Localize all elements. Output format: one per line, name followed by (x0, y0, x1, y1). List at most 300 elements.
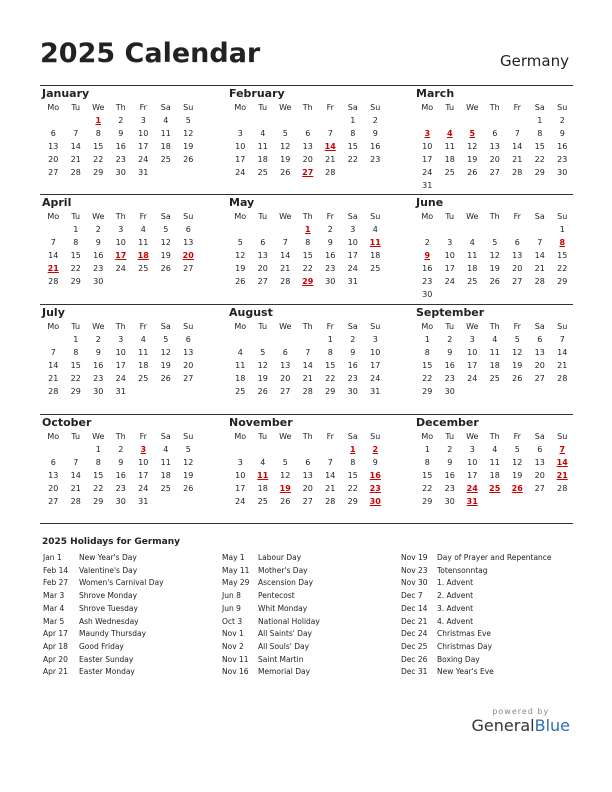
month-july (42, 306, 200, 398)
empty-cell (416, 114, 439, 127)
day-cell: 30 (422, 290, 433, 299)
holiday-row (222, 577, 320, 590)
weekday-header: Sa (534, 432, 545, 441)
day-cell: 30 (444, 387, 455, 396)
day-cell: 10 (467, 348, 478, 357)
day-cell: 6 (537, 335, 543, 344)
weekday-header: Tu (258, 103, 268, 112)
holiday-day: 14 (324, 142, 336, 151)
holiday-name: All Souls' Day (258, 641, 310, 651)
holiday-date: May 29 (222, 578, 250, 588)
weekday-header: Th (489, 103, 500, 112)
holiday-day: 30 (369, 497, 381, 506)
day-cell: 3 (372, 335, 378, 344)
day-cell: 17 (422, 155, 433, 164)
weekday-header: Tu (445, 212, 455, 221)
holiday-date: Mar 4 (43, 603, 65, 613)
empty-cell (229, 333, 252, 346)
day-cell: 26 (280, 168, 291, 177)
day-cell: 7 (73, 458, 79, 467)
day-cell: 24 (115, 264, 126, 273)
day-cell: 7 (50, 238, 56, 247)
holiday-day: 21 (47, 264, 59, 273)
day-cell: 7 (73, 129, 79, 138)
month-days (229, 101, 387, 179)
day-cell: 22 (422, 374, 433, 383)
weekday-header: Fr (326, 322, 334, 331)
holiday-day: 19 (279, 484, 291, 493)
day-cell: 17 (235, 484, 246, 493)
day-cell: 20 (257, 264, 268, 273)
day-cell: 26 (257, 387, 268, 396)
holiday-name: New Year's Day (79, 553, 137, 562)
day-cell: 13 (512, 251, 523, 260)
day-cell: 6 (282, 348, 288, 357)
day-cell: 23 (444, 374, 455, 383)
day-cell: 8 (350, 458, 356, 467)
empty-cell (506, 223, 529, 236)
day-cell: 3 (469, 335, 475, 344)
day-cell: 30 (115, 168, 126, 177)
weekday-header: Sa (160, 432, 171, 441)
weekday-header: Sa (347, 103, 358, 112)
weekday-header: Mo (47, 322, 60, 331)
month-divider (40, 414, 573, 415)
day-cell: 11 (160, 129, 171, 138)
empty-cell (252, 114, 275, 127)
day-cell: 1 (424, 445, 430, 454)
day-cell: 20 (48, 484, 59, 493)
day-cell: 22 (93, 155, 104, 164)
holidays-title: 2025 Holidays for Germany (42, 537, 180, 547)
powered-by-text: powered by (492, 707, 550, 716)
empty-cell (42, 114, 65, 127)
empty-cell (529, 223, 552, 236)
day-cell: 14 (48, 251, 59, 260)
day-cell: 9 (447, 348, 453, 357)
holiday-date: Nov 23 (401, 565, 428, 575)
day-cell: 20 (512, 264, 523, 273)
empty-cell (274, 223, 297, 236)
day-cell: 12 (257, 361, 268, 370)
weekday-header: Sa (347, 212, 358, 221)
day-cell: 20 (280, 374, 291, 383)
month-name: September (416, 306, 485, 319)
day-cell: 4 (492, 335, 498, 344)
day-cell: 9 (327, 238, 333, 247)
weekday-header: We (279, 212, 292, 221)
day-cell: 25 (370, 264, 381, 273)
month-february (229, 87, 387, 179)
weekday-header: Fr (139, 322, 147, 331)
day-cell: 6 (492, 129, 498, 138)
empty-cell (319, 114, 342, 127)
month-may (229, 196, 387, 288)
weekday-header: Mo (421, 103, 434, 112)
day-cell: 28 (512, 168, 523, 177)
day-cell: 30 (325, 277, 336, 286)
day-cell: 15 (347, 142, 358, 151)
weekday-header: Th (302, 432, 313, 441)
weekday-header: We (92, 103, 105, 112)
holiday-day: 8 (559, 238, 566, 247)
weekday-header: Tu (445, 322, 455, 331)
day-cell: 24 (370, 374, 381, 383)
day-cell: 13 (302, 142, 313, 151)
day-cell: 5 (163, 335, 169, 344)
day-cell: 2 (327, 225, 333, 234)
day-cell: 2 (95, 335, 101, 344)
weekday-header: Th (302, 103, 313, 112)
holiday-date: Nov 30 (401, 578, 428, 588)
holiday-day: 16 (369, 471, 381, 480)
day-cell: 8 (95, 129, 101, 138)
day-cell: 19 (235, 264, 246, 273)
day-cell: 27 (534, 484, 545, 493)
day-cell: 18 (444, 155, 455, 164)
day-cell: 23 (444, 484, 455, 493)
day-cell: 25 (235, 387, 246, 396)
day-cell: 14 (70, 142, 81, 151)
weekday-header: Su (370, 103, 381, 112)
day-cell: 2 (447, 445, 453, 454)
day-cell: 29 (347, 497, 358, 506)
weekday-header: Tu (71, 322, 81, 331)
holiday-name: 3. Advent (437, 603, 474, 613)
holiday-day: 9 (424, 251, 431, 260)
day-cell: 12 (280, 471, 291, 480)
holiday-row (222, 616, 320, 629)
day-cell: 10 (235, 471, 246, 480)
day-cell: 28 (325, 168, 336, 177)
holiday-row (43, 654, 164, 667)
day-cell: 2 (424, 238, 430, 247)
day-cell: 25 (138, 374, 149, 383)
holiday-name: Ash Wednesday (79, 616, 139, 626)
holiday-name: Christmas Eve (437, 629, 491, 639)
day-cell: 12 (160, 238, 171, 247)
weekday-header: Tu (258, 432, 268, 441)
day-cell: 16 (115, 142, 126, 151)
day-cell: 26 (160, 264, 171, 273)
day-cell: 23 (325, 264, 336, 273)
day-cell: 28 (48, 277, 59, 286)
day-cell: 18 (489, 471, 500, 480)
weekday-header: Th (489, 322, 500, 331)
month-june (416, 196, 574, 301)
day-cell: 7 (305, 348, 311, 357)
month-days (42, 320, 200, 398)
day-cell: 4 (163, 116, 169, 125)
day-cell: 23 (422, 277, 433, 286)
weekday-header: We (279, 322, 292, 331)
holiday-date: Mar 5 (43, 616, 65, 626)
day-cell: 13 (48, 142, 59, 151)
holiday-row (401, 616, 552, 629)
month-name: March (416, 87, 455, 100)
holiday-date: Jun 8 (222, 591, 241, 601)
day-cell: 10 (235, 142, 246, 151)
empty-cell (297, 443, 320, 456)
weekday-header: Mo (47, 432, 60, 441)
day-cell: 25 (257, 497, 268, 506)
holiday-row (401, 628, 552, 641)
weekday-header: Th (115, 212, 126, 221)
day-cell: 17 (138, 471, 149, 480)
weekday-header: Su (370, 322, 381, 331)
day-cell: 30 (93, 387, 104, 396)
day-cell: 18 (138, 361, 149, 370)
day-cell: 31 (370, 387, 381, 396)
day-cell: 1 (424, 335, 430, 344)
weekday-header: Tu (258, 212, 268, 221)
weekday-header: Fr (513, 212, 521, 221)
month-name: January (42, 87, 90, 100)
day-cell: 2 (350, 335, 356, 344)
holiday-row (222, 552, 320, 565)
day-cell: 11 (138, 238, 149, 247)
weekday-header: We (466, 103, 479, 112)
day-cell: 8 (424, 458, 430, 467)
weekday-header: Sa (347, 432, 358, 441)
day-cell: 27 (183, 374, 194, 383)
holiday-row (222, 666, 320, 679)
day-cell: 28 (70, 168, 81, 177)
day-cell: 26 (183, 155, 194, 164)
brand-general: General (471, 716, 535, 735)
month-divider (40, 85, 573, 86)
day-cell: 19 (467, 155, 478, 164)
holiday-date: Dec 14 (401, 603, 428, 613)
holiday-name: Easter Sunday (79, 654, 134, 664)
holiday-date: Dec 7 (401, 591, 423, 601)
weekday-header: Fr (513, 432, 521, 441)
day-cell: 15 (347, 471, 358, 480)
day-cell: 8 (73, 238, 79, 247)
day-cell: 20 (302, 484, 313, 493)
day-cell: 26 (183, 484, 194, 493)
weekday-header: Sa (160, 212, 171, 221)
month-days (229, 320, 387, 398)
day-cell: 8 (305, 238, 311, 247)
day-cell: 15 (70, 361, 81, 370)
holiday-day: 27 (302, 168, 314, 177)
weekday-header: Mo (234, 212, 247, 221)
month-name: July (42, 306, 65, 319)
day-cell: 20 (302, 155, 313, 164)
day-cell: 23 (370, 155, 381, 164)
day-cell: 15 (534, 142, 545, 151)
holiday-date: Nov 2 (222, 641, 244, 651)
day-cell: 5 (492, 238, 498, 247)
day-cell: 11 (444, 142, 455, 151)
day-cell: 15 (422, 471, 433, 480)
day-cell: 4 (140, 225, 146, 234)
weekday-header: We (92, 322, 105, 331)
day-cell: 6 (305, 458, 311, 467)
holiday-name: Easter Monday (79, 667, 135, 677)
day-cell: 22 (70, 374, 81, 383)
weekday-header: Fr (139, 212, 147, 221)
empty-cell (439, 114, 462, 127)
day-cell: 9 (372, 458, 378, 467)
day-cell: 2 (118, 445, 124, 454)
day-cell: 16 (444, 471, 455, 480)
month-divider (40, 523, 573, 524)
holiday-day: 25 (489, 484, 501, 493)
month-november (229, 416, 387, 508)
weekday-header: Sa (534, 322, 545, 331)
month-days (229, 430, 387, 508)
day-cell: 29 (557, 277, 568, 286)
holiday-date: Oct 3 (222, 616, 243, 626)
holiday-date: Dec 21 (401, 616, 428, 626)
holiday-row (43, 641, 164, 654)
day-cell: 21 (70, 484, 81, 493)
empty-cell (461, 114, 484, 127)
day-cell: 7 (559, 335, 565, 344)
weekday-header: Tu (71, 103, 81, 112)
weekday-header: Fr (326, 103, 334, 112)
holiday-row (222, 641, 320, 654)
day-cell: 14 (70, 471, 81, 480)
weekday-header: Th (115, 103, 126, 112)
day-cell: 15 (93, 471, 104, 480)
weekday-header: We (466, 322, 479, 331)
day-cell: 25 (257, 168, 268, 177)
month-name: November (229, 416, 293, 429)
holiday-day: 18 (137, 251, 149, 260)
weekday-header: Fr (513, 322, 521, 331)
empty-cell (65, 443, 88, 456)
day-cell: 21 (512, 155, 523, 164)
day-cell: 29 (93, 168, 104, 177)
day-cell: 24 (138, 155, 149, 164)
holiday-row (401, 654, 552, 667)
day-cell: 21 (48, 374, 59, 383)
day-cell: 5 (260, 348, 266, 357)
holiday-row (401, 603, 552, 616)
day-cell: 23 (115, 484, 126, 493)
holiday-row (43, 603, 164, 616)
day-cell: 27 (183, 264, 194, 273)
weekday-header: Su (557, 212, 568, 221)
weekday-header: Th (115, 322, 126, 331)
day-cell: 20 (534, 361, 545, 370)
day-cell: 10 (138, 129, 149, 138)
day-cell: 29 (70, 277, 81, 286)
day-cell: 12 (489, 251, 500, 260)
country-label: Germany (500, 52, 569, 70)
holiday-name: New Year's Eve (437, 667, 494, 677)
day-cell: 8 (95, 458, 101, 467)
day-cell: 30 (347, 387, 358, 396)
day-cell: 27 (48, 497, 59, 506)
day-cell: 30 (444, 497, 455, 506)
day-cell: 24 (235, 497, 246, 506)
day-cell: 1 (327, 335, 333, 344)
day-cell: 1 (73, 335, 79, 344)
empty-cell (252, 443, 275, 456)
weekday-header: Sa (160, 103, 171, 112)
day-cell: 12 (467, 142, 478, 151)
weekday-header: Mo (421, 212, 434, 221)
day-cell: 16 (422, 264, 433, 273)
empty-cell (416, 223, 439, 236)
day-cell: 16 (325, 251, 336, 260)
empty-cell (506, 114, 529, 127)
holiday-date: Mar 3 (43, 591, 65, 601)
weekday-header: Su (370, 212, 381, 221)
day-cell: 11 (160, 458, 171, 467)
holiday-date: Nov 1 (222, 629, 244, 639)
holiday-name: Valentine's Day (79, 565, 138, 575)
day-cell: 14 (302, 361, 313, 370)
holiday-day: 21 (556, 471, 568, 480)
day-cell: 26 (512, 374, 523, 383)
holiday-name: 2. Advent (437, 591, 474, 601)
weekday-header: Sa (534, 103, 545, 112)
day-cell: 29 (93, 497, 104, 506)
day-cell: 17 (235, 155, 246, 164)
day-cell: 8 (73, 348, 79, 357)
day-cell: 21 (302, 374, 313, 383)
weekday-header: Mo (47, 212, 60, 221)
holiday-name: Maundy Thursday (79, 629, 147, 639)
day-cell: 5 (282, 129, 288, 138)
day-cell: 29 (325, 387, 336, 396)
day-cell: 19 (183, 142, 194, 151)
weekday-header: Mo (234, 322, 247, 331)
day-cell: 1 (95, 445, 101, 454)
day-cell: 18 (370, 251, 381, 260)
day-cell: 24 (235, 168, 246, 177)
day-cell: 7 (514, 129, 520, 138)
empty-cell (229, 223, 252, 236)
empty-cell (274, 114, 297, 127)
day-cell: 23 (557, 155, 568, 164)
day-cell: 28 (70, 497, 81, 506)
day-cell: 13 (183, 348, 194, 357)
holiday-day: 26 (511, 484, 523, 493)
day-cell: 16 (347, 361, 358, 370)
day-cell: 9 (447, 458, 453, 467)
month-days (42, 210, 200, 288)
weekday-header: We (279, 103, 292, 112)
weekday-header: Tu (71, 432, 81, 441)
day-cell: 14 (280, 251, 291, 260)
month-divider (40, 304, 573, 305)
day-cell: 25 (444, 168, 455, 177)
day-cell: 27 (257, 277, 268, 286)
holiday-date: Nov 11 (222, 654, 249, 664)
day-cell: 7 (282, 238, 288, 247)
day-cell: 22 (347, 484, 358, 493)
day-cell: 16 (444, 361, 455, 370)
day-cell: 30 (115, 497, 126, 506)
holiday-date: Nov 16 (222, 667, 249, 677)
day-cell: 27 (48, 168, 59, 177)
day-cell: 4 (492, 445, 498, 454)
empty-cell (229, 443, 252, 456)
day-cell: 15 (422, 361, 433, 370)
day-cell: 19 (512, 471, 523, 480)
month-days (416, 101, 574, 192)
weekday-header: Su (557, 322, 568, 331)
day-cell: 2 (372, 116, 378, 125)
day-cell: 5 (185, 445, 191, 454)
day-cell: 21 (280, 264, 291, 273)
